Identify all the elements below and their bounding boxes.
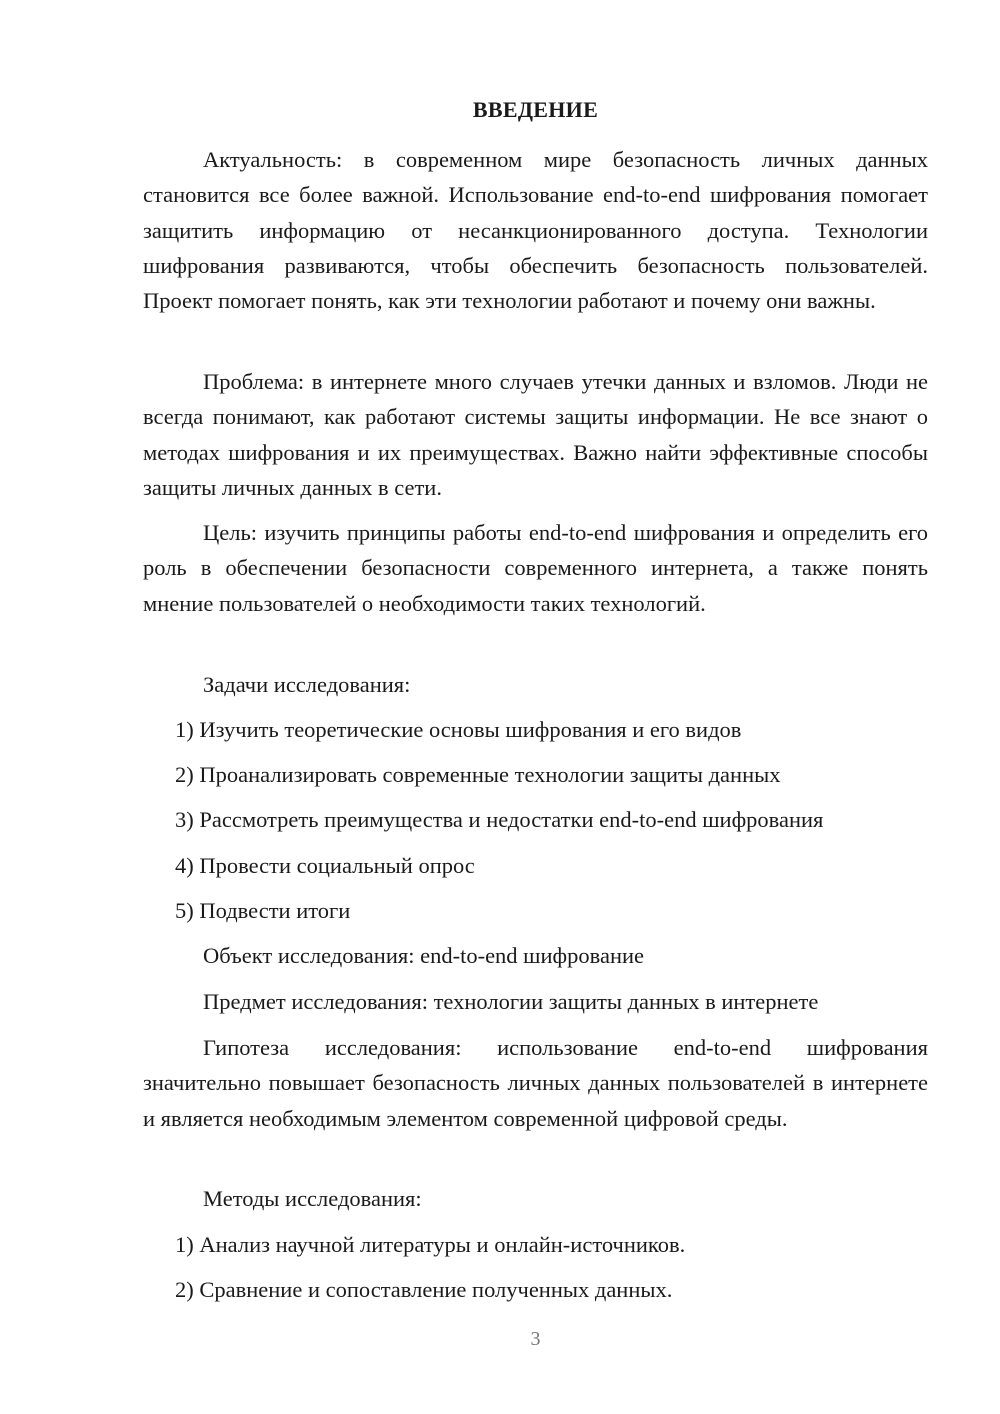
list-item: 3) Рассмотреть преимущества и недостатки end-to-end шифрования	[175, 807, 824, 832]
list-item: 5) Подвести итоги	[175, 898, 351, 923]
object-line: Объект исследования: end-to-end шифрование	[203, 943, 645, 968]
tasks-heading: Задачи исследования:	[203, 672, 411, 697]
list-item: 1) Изучить теоретические основы шифрования и его видов	[175, 717, 742, 742]
methods-heading: Методы исследования:	[203, 1186, 422, 1211]
list-item: 2) Проанализировать современные технологии защиты данных	[175, 762, 781, 787]
list-item: 4) Провести социальный опрос	[175, 853, 475, 878]
document-page	[143, 0, 928, 1414]
page-number: 3	[530, 1328, 541, 1350]
list-item: 1) Анализ научной литературы и онлайн-источников.	[175, 1232, 686, 1257]
relevance-paragraph: Актуальность: в современном мире безопасность личных данных становится все более важной. Использование end-to-end шифрования помогает защитить информацию от несанкционированного доступа. Технологии шифрования развиваются, чтобы обеспечить безопасность пользователей. Проект помогает понять, как эти технологии работают и почему они важны.	[143, 147, 928, 314]
page-title: ВВЕДЕНИЕ	[472, 97, 599, 122]
goal-paragraph: Цель: изучить принципы работы end-to-end шифрования и определить его роль в обеспечении безопасности современного интернета, а также понять мнение пользователей о необходимости таких технологий.	[143, 520, 928, 616]
problem-paragraph: Проблема: в интернете много случаев утечки данных и взломов. Люди не всегда понимают, как работают системы защиты информации. Не все знают о методах шифрования и их преимуществах. Важно найти эффективные способы защиты личных данных в сети.	[143, 369, 928, 500]
subject-line: Предмет исследования: технологии защиты данных в интернете	[203, 989, 819, 1014]
hypothesis-paragraph: Гипотеза исследования: использование end-to-end шифрования значительно повышает безопасность личных данных пользователей в интернете и является необходимым элементом современной цифровой среды.	[143, 1035, 928, 1131]
list-item: 2) Сравнение и сопоставление полученных данных.	[175, 1277, 673, 1302]
